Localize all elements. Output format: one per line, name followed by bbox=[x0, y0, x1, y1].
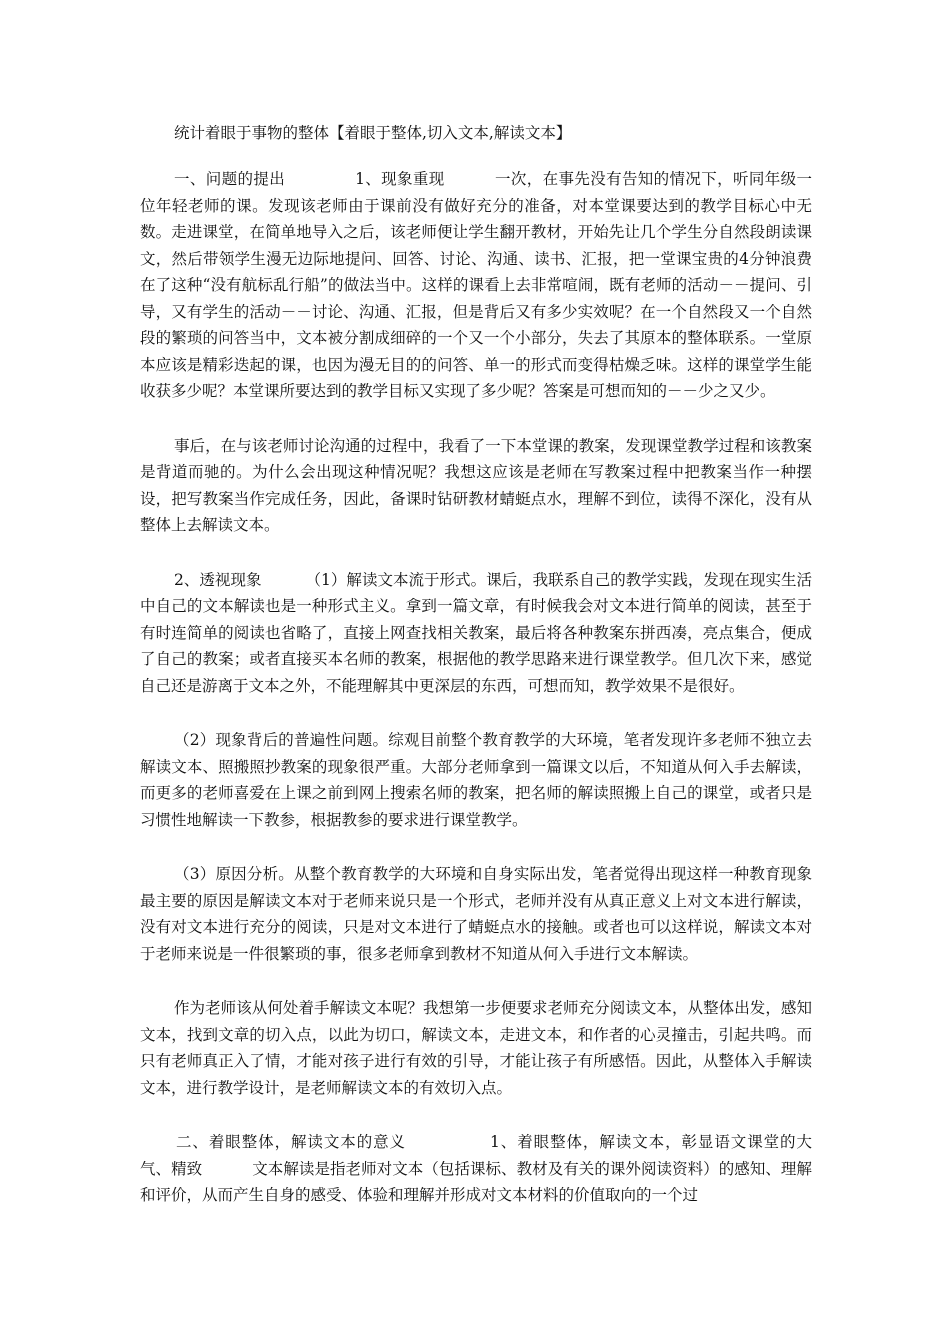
document-body bbox=[140, 120, 812, 1237]
paragraph-problem-statement bbox=[140, 166, 812, 405]
document-title: 统计着眼于事物的整体【着眼于整体,切入文本,解读文本】 bbox=[174, 124, 572, 142]
paragraph-cause-analysis: （3）原因分析。从整个教育教学的大环境和自身实际出发，笔者觉得出现这样一种教育现象最主要的原因是解读文本对于老师来说只是一个形式，老师并没有从真正意义上对文本进行解读，没有对文本进行充分的阅读，只是对文本进行了蜻蜓点水的接触。或者也可以这样说，解读文本对于老师来说是一件很繁琐的事，很多老师拿到教材不知道从何入手进行文本解读。 bbox=[140, 865, 812, 963]
subsection-heading: 1、现象重现 bbox=[355, 170, 445, 188]
paragraph-how-to-start: 作为老师该从何处着手解读文本呢？我想第一步便要求老师充分阅读文本，从整体出发，感知文本，找到文章的切入点，以此为切口，解读文本，走进文本，和作者的心灵撞击，引起共鸣。而只有老师真正入了情，才能对孩子进行有效的引导，才能让孩子有所感悟。因此，从整体入手解读文本，进行教学设计，是老师解读文本的有效切入点。 bbox=[140, 999, 812, 1097]
paragraph-text: （1）解读文本流于形式。课后，我联系自己的教学实践，发现在现实生活中自己的文本解读也是一种形式主义。拿到一篇文章，有时候我会对文本进行简单的阅读，甚至于有时连简单的阅读也省略了，直接上网查找相关教案，最后将各种教案东拼西凑，亮点集合，便成了自己的教案；或者直接买本名师的教案，根据他的教学思路来进行课堂教学。但几次下来，感觉自己还是游离于文本之外，不能理解其中更深层的东西，可想而知，教学效果不是很好。 bbox=[140, 570, 812, 695]
subsection-heading: 1、着眼整体，解读文本，彰显语文课堂的大气、精致 bbox=[140, 1133, 812, 1178]
paragraph-perspective bbox=[140, 567, 812, 700]
paragraph-text: 一次，在事先没有告知的情况下，听同年级一位年轻老师的课。发现该老师由于课前没有做好充分的准备，对本堂课要达到的教学目标心中无数。走进课堂，在简单地导入之后，该老师便让学生翻开教材，开始先让几个学生分自然段朗读课文，然后带领学生漫无边际地提问、回答、讨论、沟通、读书、汇报，把一堂课宝贵的4分钟浪费在了这种“没有航标乱行船”的做法当中。这样的课看上去非常喧闹，既有老师的活动－－提问、引导，又有学生的活动－－讨论、沟通、汇报，但是背后又有多少实效呢？在一个自然段又一个自然段的繁琐的问答当中，文本被分割成细碎的一个又一个小部分，失去了其原本的整体联系。一堂原本应该是精彩迭起的课，也因为漫无目的的问答、单一的形式而变得枯燥乏味。这样的课堂学生能收获多少呢？本堂课所要达到的教学目标又实现了多少呢？答案是可想而知的－－少之又少。 bbox=[140, 170, 812, 400]
paragraph-common-problem: （2）现象背后的普遍性问题。综观目前整个教育教学的大环境，笔者发现许多老师不独立去解读文本、照搬照抄教案的现象很严重。大部分老师拿到一篇课文以后，不知道从何入手去解读，而更多的老师喜爱在上课之前到网上搜索名师的教案，把名师的解读照搬上自己的课堂，或者只是习惯性地解读一下教参，根据教参的要求进行课堂教学。 bbox=[140, 731, 812, 829]
section-heading: 二、着眼整体，解读文本的意义 bbox=[176, 1133, 406, 1151]
section-heading: 一、问题的提出 bbox=[174, 170, 286, 188]
paragraph-afterwards: 事后，在与该老师讨论沟通的过程中，我看了一下本堂课的教案，发现课堂教学过程和该教案是背道而驰的。为什么会出现这种情况呢？我想这应该是老师在写教案过程中把教案当作一种摆设，把写教案当作完成任务，因此，备课时钻研教材蜻蜓点水，理解不到位，读得不深化，没有从整体上去解读文本。 bbox=[140, 436, 812, 534]
subsection-heading: 2、透视现象 bbox=[174, 570, 262, 589]
paragraph-significance bbox=[140, 1129, 812, 1209]
paragraph-text: 文本解读是指老师对文本（包括课标、教材及有关的课外阅读资料）的感知、理解和评价，从而产生自身的感受、体验和理解并形成对文本材料的价值取向的一个过 bbox=[140, 1159, 812, 1204]
